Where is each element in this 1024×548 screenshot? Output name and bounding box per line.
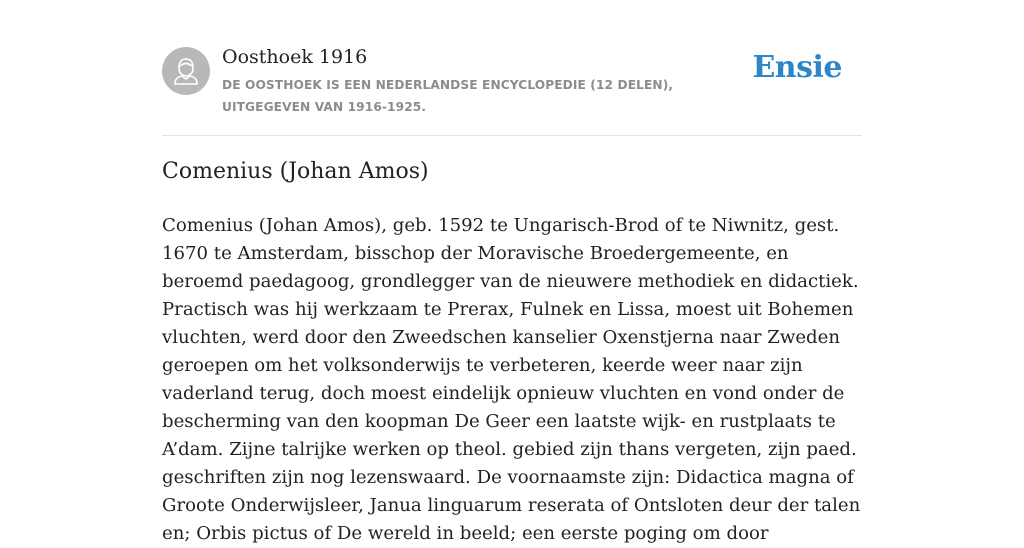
source-title[interactable]: Oosthoek 1916	[222, 46, 368, 68]
source-description: DE OOSTHOEK IS EEN NEDERLANDSE ENCYCLOPEDIE (12 DELEN), UITGEGEVEN VAN 1916-1925.	[222, 78, 674, 114]
header-divider	[162, 135, 862, 136]
article-body: Comenius (Johan Amos), geb. 1592 te Ungarisch-Brod of te Niwnitz, gest. 1670 te Amsterdam, bisschop der Moravische Broedergemeente, en beroemd paedagoog, grondlegger van de nieuwere methodiek en didactiek. Practisch was hij werkzaam te Prerax, Fulnek en Lissa, moest uit Bohemen vluchten, werd door den Zweedschen kanselier Oxenstjerna naar Zweden geroepen om het volksonderwijs te verbeteren, keerde weer naar zijn vaderland terug, doch moest eindelijk opnieuw vluchten en vond onder de bescherming van den koopman De Geer een laatste wijk- en rustplaats te A’dam. Zijne talrijke werken op theol. gebied zijn thans vergeten, zijn paed. geschriften zijn nog lezenswaard. De voornaamste zijn: Didactica magna of Groote Onderwijsleer, Janua linguarum reserata of Ontsloten deur der talen en; Orbis pictus of De wereld in beeld; een eerste poging om door	[162, 215, 861, 544]
ensie-logo[interactable]: Ensie	[752, 50, 842, 85]
page	[162, 0, 862, 544]
article-title: Comenius (Johan Amos)	[162, 159, 429, 184]
user-icon[interactable]	[162, 47, 210, 95]
source-header	[162, 44, 862, 124]
